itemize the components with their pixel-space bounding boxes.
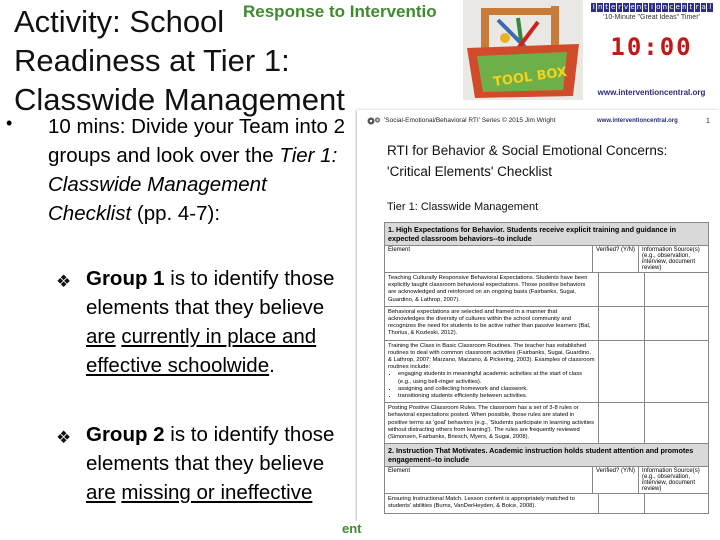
group-1-emphasis-1: are [86, 325, 116, 348]
row-element: Teaching Culturally Responsive Behavioral Expectations. Students have been explicitly taught classroom behavioral expectations. Those positive behaviors are acknowledged and reinforced on an ongoing basis (Fairbanks, Sugai, Guardino, & Lathrop, 2007). [385, 273, 599, 306]
col-verified: Verified? (Y/N) [593, 467, 639, 493]
gears-icon [367, 116, 381, 126]
toolbox-image [463, 0, 583, 100]
routine-list [388, 371, 595, 400]
list-item: • engaging students in meaningful academic activities at the start of class (e.g., using bell-ringer activities). [398, 371, 595, 385]
document-title-line-1: RTI for Behavior & Social Emotional Concerns: [387, 143, 668, 158]
group-2-text [86, 420, 356, 532]
group-2-emphasis-2: missing or ineffective [121, 481, 313, 504]
section-1-heading: 1. High Expectations for Behavior. Students receive explicit training and guidance in expected classroom behaviors--to include [384, 222, 709, 246]
slide-title-line-3: Classwide Management [14, 82, 345, 117]
row-element [385, 341, 599, 403]
col-element: Element [385, 246, 593, 272]
row-text: Training the Class in Basic Classroom Routines. The teacher has established routines to deal with common classroom activities (Fairbanks, Sugai, Guardino, & Lathrop, 2007; Marzano, Marzano, & Pickering, 2003). Examples of classroom routines include: [388, 342, 595, 371]
section-2-heading: 2. Instruction That Motivates. Academic instruction holds student attention and promotes engagement--to include [384, 444, 709, 467]
timer-tagline: '10-Minute "Great Ideas" Timer' [603, 14, 700, 21]
group-1-pre: is to identify those elements that they believe [86, 267, 335, 319]
group-1-label: Group 1 [86, 267, 165, 290]
row-element: Posting Positive Classroom Rules. The classroom has a set of 3-8 rules or behavioral expectations posted. When possible, those rules are stated in positive terms as 'goal' behaviors (e.g., 'Students participate in learning activities without distracting others from learning'). The rules are frequently reviewed (Simonsen, Fairbanks, Briesch, Myers, & Sugai, 2008). [385, 403, 599, 443]
logo-letter: e [675, 3, 680, 11]
checklist-table [384, 222, 709, 514]
logo-letter: l [709, 3, 712, 11]
table-row [384, 494, 709, 513]
slide-title-line-2: Readiness at Tier 1: [14, 43, 290, 78]
toolbox-label: TOOL BOX [492, 64, 568, 91]
group-2-pre: is to identify those elements that they believe [86, 423, 335, 475]
table-row [384, 403, 709, 444]
logo-letter: i [650, 3, 653, 11]
list-item: • assigning and collecting homework and classwork. [398, 386, 595, 393]
group-2-label: Group 2 [86, 423, 165, 446]
row-element: Behavioral expectations are selected and framed in a manner that acknowledges the diversity of cultures within the school community and recognizes the need for students to be active rather than passive learners (Bal, Thorius, & Kozleski, 2012). [385, 307, 599, 340]
logo-letter: n [597, 3, 603, 11]
row-element: Ensuring Instructional Match. Lesson content is appropriately matched to students' abilities (Burns, VanDerHeyden, & Boice, 2008). [385, 494, 599, 512]
group-2-emphasis-1: are [86, 481, 116, 504]
table-row [384, 307, 709, 341]
col-sources: Information Source(s) (e.g., observation, interview, document review) [642, 468, 700, 493]
logo-letter: e [630, 3, 635, 11]
col-element: Element [385, 467, 593, 493]
instruction-prefix: 10 mins: Divide your Team into 2 groups and look over the [48, 115, 346, 167]
rti-banner-title: Response to Interventio [243, 2, 437, 21]
logo-letter: t [605, 3, 609, 11]
table-column-headers [384, 467, 709, 494]
document-title-line-2: 'Critical Elements' Checklist [387, 164, 552, 179]
logo-letter: r [618, 3, 622, 11]
col-verified: Verified? (Y/N) [593, 246, 639, 272]
document-series-line: 'Social-Emotional/Behavioral RTI' Series © 2015 Jim Wright [384, 117, 556, 124]
toolbox-illustration [463, 0, 583, 100]
logo-letter: v [624, 3, 629, 11]
logo-letter: a [701, 3, 706, 11]
document-page-number: 1 [706, 118, 710, 125]
list-item: • transitioning students efficiently between activities. [398, 393, 595, 400]
checklist-document [357, 110, 720, 540]
logo-letter: t [644, 3, 647, 11]
diamond-bullet-icon: ❖ [56, 272, 72, 291]
group-1-text [86, 264, 356, 380]
clipped-footer-text: ent [342, 521, 360, 540]
slide-title [14, 2, 394, 117]
table-column-headers [384, 246, 709, 273]
logo-letter: r [695, 3, 699, 11]
interventioncentral-logo [591, 3, 713, 12]
timer-panel-url: www.interventioncentral.org [597, 88, 706, 97]
logo-letter: t [689, 3, 693, 11]
diamond-bullet-icon: ❖ [56, 428, 72, 447]
instruction-text [48, 112, 353, 228]
logo-letter: n [682, 3, 687, 11]
document-url: www.interventioncentral.org [597, 118, 678, 124]
timer-panel [583, 0, 720, 108]
group-1-emphasis-2: currently in place and effective schoolwide [86, 325, 317, 377]
logo-letter: o [656, 3, 661, 11]
countdown-timer: 10:00 [610, 33, 693, 61]
logo-letter: c [669, 3, 674, 11]
group-1-end: . [269, 354, 275, 377]
slide-title-line-1: Activity: School [14, 4, 225, 39]
table-row [384, 341, 709, 404]
instruction-suffix: (pp. 4-7): [131, 202, 221, 225]
logo-letter: I [592, 3, 595, 11]
logo-letter: e [610, 3, 616, 11]
document-tier-heading: Tier 1: Classwide Management [387, 201, 539, 213]
logo-letter: n [636, 3, 642, 11]
logo-letter: n [662, 3, 668, 11]
bullet-marker: • [6, 113, 13, 133]
table-row [384, 273, 709, 307]
checklist-name: Tier 1: Classwide Management Checklist [48, 144, 338, 225]
col-sources: Information Source(s) (e.g., observation, interview, document review) [642, 247, 700, 271]
